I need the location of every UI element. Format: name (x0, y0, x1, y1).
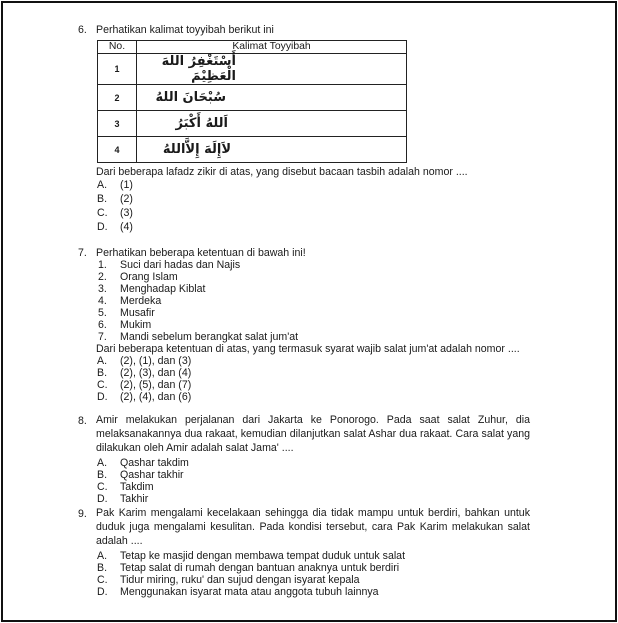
row-arabic: أَسْتَغْفِرُ اللهَ الْعَظِيْمَ (137, 54, 407, 85)
option-b[interactable]: (2), (3), dan (4) (120, 367, 192, 379)
list-number: 3. (98, 283, 107, 295)
row-no: 1 (98, 54, 137, 85)
row-no: 4 (98, 137, 137, 163)
option-letter: B. (97, 367, 108, 379)
option-letter: D. (97, 391, 108, 403)
option-letter: D. (97, 221, 108, 233)
question-stem: Dari beberapa ketentuan di atas, yang termasuk syarat wajib salat jum'at adalah nomor .... (96, 343, 520, 355)
row-arabic: لاَإِلَهَ إِلاَّاللهُ (137, 137, 407, 163)
list-item: Mukim (120, 319, 152, 331)
option-letter: A. (97, 550, 108, 562)
question-number: 9. (78, 508, 87, 520)
list-item: Orang Islam (120, 271, 178, 283)
row-no: 2 (98, 85, 137, 111)
option-letter: B. (97, 469, 108, 481)
header-no: No. (98, 41, 137, 54)
question-number: 7. (78, 247, 87, 259)
option-letter: C. (97, 207, 108, 219)
option-letter: C. (97, 379, 108, 391)
question-text: Amir melakukan perjalanan dari Jakarta ke Ponorogo. Pada saat salat Zuhur, dia melaksanakannya dua rakaat, kemudian dilanjutkan salat Ashar dua rakaat. Cara salat yang dilakukan oleh Amir adalah salat Jama' .... (96, 414, 530, 454)
question-text: Perhatikan kalimat toyyibah berikut ini (96, 24, 274, 36)
row-arabic: سُبْحَانَ اللهُ (137, 85, 407, 111)
option-b[interactable]: Qashar takhir (120, 469, 184, 481)
option-b[interactable]: Tetap salat di rumah dengan bantuan anaknya untuk berdiri (120, 562, 400, 574)
option-letter: A. (97, 355, 108, 367)
option-letter: B. (97, 193, 108, 205)
option-a[interactable]: (1) (120, 179, 133, 191)
option-letter: D. (97, 493, 108, 505)
list-item: Suci dari hadas dan Najis (120, 259, 241, 271)
table-row (98, 54, 407, 85)
option-letter: A. (97, 179, 108, 191)
option-b[interactable]: (2) (120, 193, 133, 205)
toyyibah-table (97, 40, 407, 163)
option-a[interactable]: Tetap ke masjid dengan membawa tempat duduk untuk salat (120, 550, 406, 562)
question-text: Pak Karim mengalami kecelakaan sehingga dia tidak mampu untuk berdiri, bahkan untuk duduk juga mengalami kesulitan. Pada kondisi tersebut, cara Pak Karim melakukan salat adalah .... (96, 507, 530, 547)
option-letter: D. (97, 586, 108, 598)
list-item: Mandi sebelum berangkat salat jum'at (120, 331, 299, 343)
list-item: Menghadap Kiblat (120, 283, 206, 295)
table-row (98, 85, 407, 111)
option-c[interactable]: Tidur miring, ruku' dan sujud dengan isyarat kepala (120, 574, 360, 586)
list-number: 5. (98, 307, 107, 319)
list-number: 2. (98, 271, 107, 283)
header-kalimat: Kalimat Toyyibah (137, 41, 407, 54)
option-letter: A. (97, 457, 108, 469)
list-number: 6. (98, 319, 107, 331)
list-number: 1. (98, 259, 107, 271)
option-d[interactable]: Menggunakan isyarat mata atau anggota tubuh lainnya (120, 586, 379, 598)
table-row (98, 111, 407, 137)
question-number: 8. (78, 415, 87, 427)
list-item: Merdeka (120, 295, 162, 307)
row-no: 3 (98, 111, 137, 137)
question-text: Perhatikan beberapa ketentuan di bawah ini! (96, 247, 306, 259)
list-number: 4. (98, 295, 107, 307)
table-row (98, 137, 407, 163)
list-item: Musafir (120, 307, 155, 319)
list-number: 7. (98, 331, 107, 343)
option-c[interactable]: Takdim (120, 481, 154, 493)
row-arabic: اَللهُ أَكْبَرُ (137, 111, 407, 137)
option-d[interactable]: Takhir (120, 493, 149, 505)
option-a[interactable]: (2), (1), dan (3) (120, 355, 192, 367)
option-d[interactable]: (2), (4), dan (6) (120, 391, 192, 403)
option-letter: C. (97, 481, 108, 493)
option-c[interactable]: (3) (120, 207, 133, 219)
option-c[interactable]: (2), (5), dan (7) (120, 379, 192, 391)
question-number: 6. (78, 24, 87, 36)
option-letter: C. (97, 574, 108, 586)
option-a[interactable]: Qashar takdim (120, 457, 189, 469)
question-stem: Dari beberapa lafadz zikir di atas, yang disebut bacaan tasbih adalah nomor .... (96, 166, 468, 178)
option-letter: B. (97, 562, 108, 574)
option-d[interactable]: (4) (120, 221, 133, 233)
